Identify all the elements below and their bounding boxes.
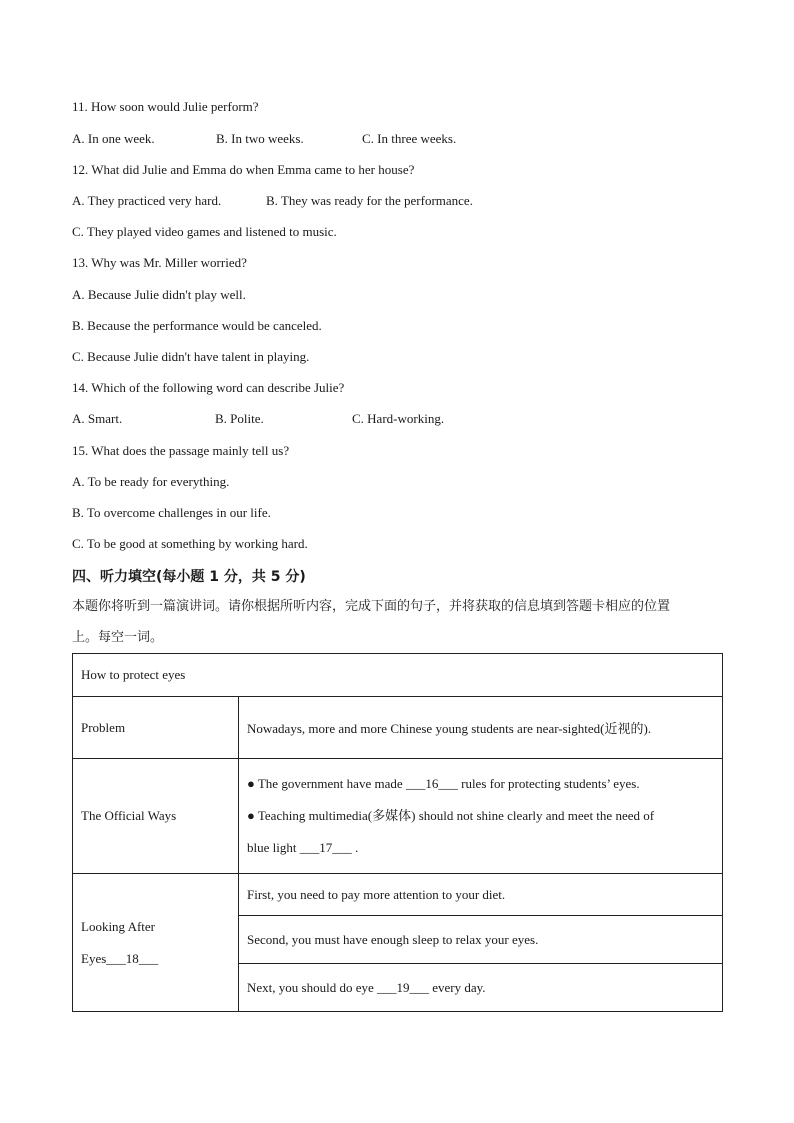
section-title: 四、听力填空(每小题 1 分，共 5 分)	[72, 569, 306, 585]
q11-option-b: B. In two weeks.	[216, 131, 304, 146]
q13-option-b: B. Because the performance would be canceled.	[72, 318, 322, 333]
looking-after-label-line-1: Looking After	[81, 918, 156, 934]
section-instruction-line-1: 本题你将听到一篇演讲词。请你根据所听内容，完成下面的句子，并将获取的信息填到答题卡相应的位置	[72, 599, 671, 614]
question-12-stem: 12. What did Julie and Emma do when Emma came to her house?	[72, 162, 415, 177]
question-14-stem: 14. Which of the following word can describe Julie?	[72, 380, 345, 395]
looking-after-label-line-2: Eyes___18___	[81, 950, 159, 966]
q14-option-a: A. Smart.	[72, 411, 123, 426]
section-instruction-line-2: 上。每空一词。	[72, 630, 164, 645]
q11-option-c: C. In three weeks.	[362, 131, 457, 146]
q12-option-a: A. They practiced very hard.	[72, 193, 222, 208]
table-row-looking-after-1	[73, 874, 723, 916]
table-title: How to protect eyes	[73, 654, 723, 697]
table-row-title	[73, 654, 723, 697]
q15-option-b: B. To overcome challenges in our life.	[72, 505, 271, 520]
step-3: Next, you should do eye ___19___ every day.	[239, 964, 723, 1012]
question-15-stem: 15. What does the passage mainly tell us?	[72, 443, 290, 458]
looking-after-label	[73, 874, 239, 1012]
question-13-stem: 13. Why was Mr. Miller worried?	[72, 255, 247, 270]
q15-option-c: C. To be good at something by working hard.	[72, 536, 308, 551]
q12-option-b: B. They was ready for the performance.	[266, 193, 473, 208]
official-ways-label: The Official Ways	[73, 759, 239, 874]
q13-option-c: C. Because Julie didn't have talent in playing.	[72, 349, 310, 364]
q14-option-b: B. Polite.	[215, 411, 264, 426]
step-2: Second, you must have enough sleep to relax your eyes.	[239, 916, 723, 964]
q15-option-a: A. To be ready for everything.	[72, 474, 230, 489]
q14-option-c: C. Hard-working.	[352, 411, 445, 426]
question-11-stem: 11. How soon would Julie perform?	[72, 99, 259, 114]
table-row-problem	[73, 697, 723, 759]
official-line-3: blue light ___17___ .	[247, 840, 359, 855]
q11-option-a: A. In one week.	[72, 131, 155, 146]
q13-option-a: A. Because Julie didn't play well.	[72, 287, 246, 302]
q12-option-c: C. They played video games and listened to music.	[72, 224, 337, 239]
table-row-official-ways	[73, 759, 723, 874]
official-line-2: ● Teaching multimedia(多媒体) should not shine clearly and meet the need of	[247, 808, 655, 823]
problem-text: Nowadays, more and more Chinese young students are near-sighted(近视的).	[239, 697, 723, 759]
official-line-1: ● The government have made ___16___ rules for protecting students’ eyes.	[247, 776, 640, 791]
official-ways-content	[239, 759, 723, 874]
problem-label: Problem	[73, 697, 239, 759]
listening-table	[72, 653, 723, 1012]
step-1: First, you need to pay more attention to your diet.	[239, 874, 723, 916]
